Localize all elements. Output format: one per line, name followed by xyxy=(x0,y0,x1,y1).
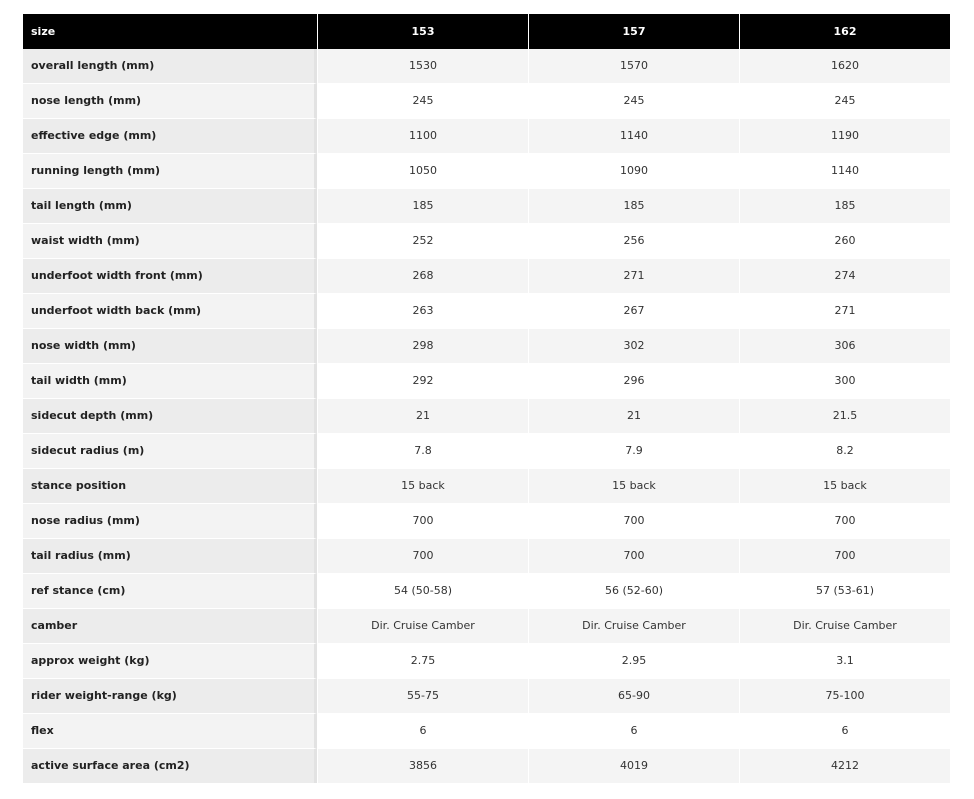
table-cell: 700 xyxy=(528,503,739,538)
table-row xyxy=(23,118,950,153)
table-row xyxy=(23,713,950,748)
table-cell: 274 xyxy=(739,258,950,293)
table-cell: 1140 xyxy=(528,118,739,153)
table-cell: 700 xyxy=(739,503,950,538)
row-label: running length (mm) xyxy=(23,153,317,188)
table-cell: 271 xyxy=(739,293,950,328)
table-cell: 300 xyxy=(739,363,950,398)
table-cell: 3856 xyxy=(317,748,528,783)
table-cell: 245 xyxy=(528,83,739,118)
table-row xyxy=(23,503,950,538)
row-label: tail radius (mm) xyxy=(23,538,317,573)
spec-table xyxy=(23,14,950,783)
table-cell: 185 xyxy=(317,188,528,223)
table-cell: 8.2 xyxy=(739,433,950,468)
table-header xyxy=(23,14,950,49)
header-size-column: 153 xyxy=(317,14,528,49)
table-row xyxy=(23,573,950,608)
table-cell: Dir. Cruise Camber xyxy=(739,608,950,643)
table-cell: 260 xyxy=(739,223,950,258)
header-size-column: 157 xyxy=(528,14,739,49)
table-cell: 245 xyxy=(317,83,528,118)
table-cell: 1620 xyxy=(739,49,950,83)
table-row xyxy=(23,433,950,468)
table-row xyxy=(23,49,950,83)
row-label: camber xyxy=(23,608,317,643)
table-body xyxy=(23,49,950,783)
row-label: active surface area (cm2) xyxy=(23,748,317,783)
table-cell: 263 xyxy=(317,293,528,328)
row-label: sidecut radius (m) xyxy=(23,433,317,468)
table-cell: 268 xyxy=(317,258,528,293)
table-cell: 4019 xyxy=(528,748,739,783)
table-cell: 1190 xyxy=(739,118,950,153)
table-cell: 185 xyxy=(528,188,739,223)
table-cell: 15 back xyxy=(739,468,950,503)
table-cell: 2.75 xyxy=(317,643,528,678)
table-cell: 21.5 xyxy=(739,398,950,433)
table-cell: 55-75 xyxy=(317,678,528,713)
row-label: stance position xyxy=(23,468,317,503)
table-row xyxy=(23,188,950,223)
table-cell: 296 xyxy=(528,363,739,398)
row-label: nose length (mm) xyxy=(23,83,317,118)
table-row xyxy=(23,328,950,363)
table-row xyxy=(23,363,950,398)
table-row xyxy=(23,398,950,433)
table-cell: 1530 xyxy=(317,49,528,83)
table-row xyxy=(23,258,950,293)
table-cell: 6 xyxy=(528,713,739,748)
table-cell: 2.95 xyxy=(528,643,739,678)
table-row xyxy=(23,468,950,503)
table-cell: 4212 xyxy=(739,748,950,783)
table-row xyxy=(23,83,950,118)
table-cell: 6 xyxy=(739,713,950,748)
table-row xyxy=(23,608,950,643)
table-cell: 7.8 xyxy=(317,433,528,468)
row-label: underfoot width front (mm) xyxy=(23,258,317,293)
header-row xyxy=(23,14,950,49)
row-label: nose radius (mm) xyxy=(23,503,317,538)
table-row xyxy=(23,643,950,678)
table-cell: 185 xyxy=(739,188,950,223)
table-row xyxy=(23,678,950,713)
row-label: underfoot width back (mm) xyxy=(23,293,317,328)
row-label: effective edge (mm) xyxy=(23,118,317,153)
table-cell: 15 back xyxy=(317,468,528,503)
row-label: tail width (mm) xyxy=(23,363,317,398)
table-cell: 7.9 xyxy=(528,433,739,468)
table-cell: 75-100 xyxy=(739,678,950,713)
row-label: tail length (mm) xyxy=(23,188,317,223)
table-cell: 54 (50-58) xyxy=(317,573,528,608)
table-cell: 15 back xyxy=(528,468,739,503)
table-cell: 6 xyxy=(317,713,528,748)
table-cell: 700 xyxy=(317,538,528,573)
row-label: rider weight-range (kg) xyxy=(23,678,317,713)
table-cell: 252 xyxy=(317,223,528,258)
table-cell: 57 (53-61) xyxy=(739,573,950,608)
row-label: nose width (mm) xyxy=(23,328,317,363)
table-cell: 56 (52-60) xyxy=(528,573,739,608)
table-cell: 1140 xyxy=(739,153,950,188)
table-row xyxy=(23,538,950,573)
table-cell: 700 xyxy=(528,538,739,573)
row-label: waist width (mm) xyxy=(23,223,317,258)
table-row xyxy=(23,748,950,783)
table-cell: 292 xyxy=(317,363,528,398)
table-cell: 21 xyxy=(528,398,739,433)
table-row xyxy=(23,153,950,188)
row-label: approx weight (kg) xyxy=(23,643,317,678)
table-cell: 306 xyxy=(739,328,950,363)
header-size-column: 162 xyxy=(739,14,950,49)
table-cell: Dir. Cruise Camber xyxy=(528,608,739,643)
table-row xyxy=(23,293,950,328)
table-cell: 1570 xyxy=(528,49,739,83)
header-label: size xyxy=(23,14,317,49)
table-cell: 65-90 xyxy=(528,678,739,713)
table-cell: 700 xyxy=(317,503,528,538)
table-cell: 298 xyxy=(317,328,528,363)
table-cell: 700 xyxy=(739,538,950,573)
table-cell: 256 xyxy=(528,223,739,258)
table-cell: 271 xyxy=(528,258,739,293)
row-label: sidecut depth (mm) xyxy=(23,398,317,433)
row-label: ref stance (cm) xyxy=(23,573,317,608)
row-label: overall length (mm) xyxy=(23,49,317,83)
row-label: flex xyxy=(23,713,317,748)
table-cell: Dir. Cruise Camber xyxy=(317,608,528,643)
table-row xyxy=(23,223,950,258)
table-cell: 21 xyxy=(317,398,528,433)
table-cell: 1090 xyxy=(528,153,739,188)
table-cell: 1100 xyxy=(317,118,528,153)
table-cell: 1050 xyxy=(317,153,528,188)
table-cell: 267 xyxy=(528,293,739,328)
table-cell: 3.1 xyxy=(739,643,950,678)
table-cell: 245 xyxy=(739,83,950,118)
table-cell: 302 xyxy=(528,328,739,363)
